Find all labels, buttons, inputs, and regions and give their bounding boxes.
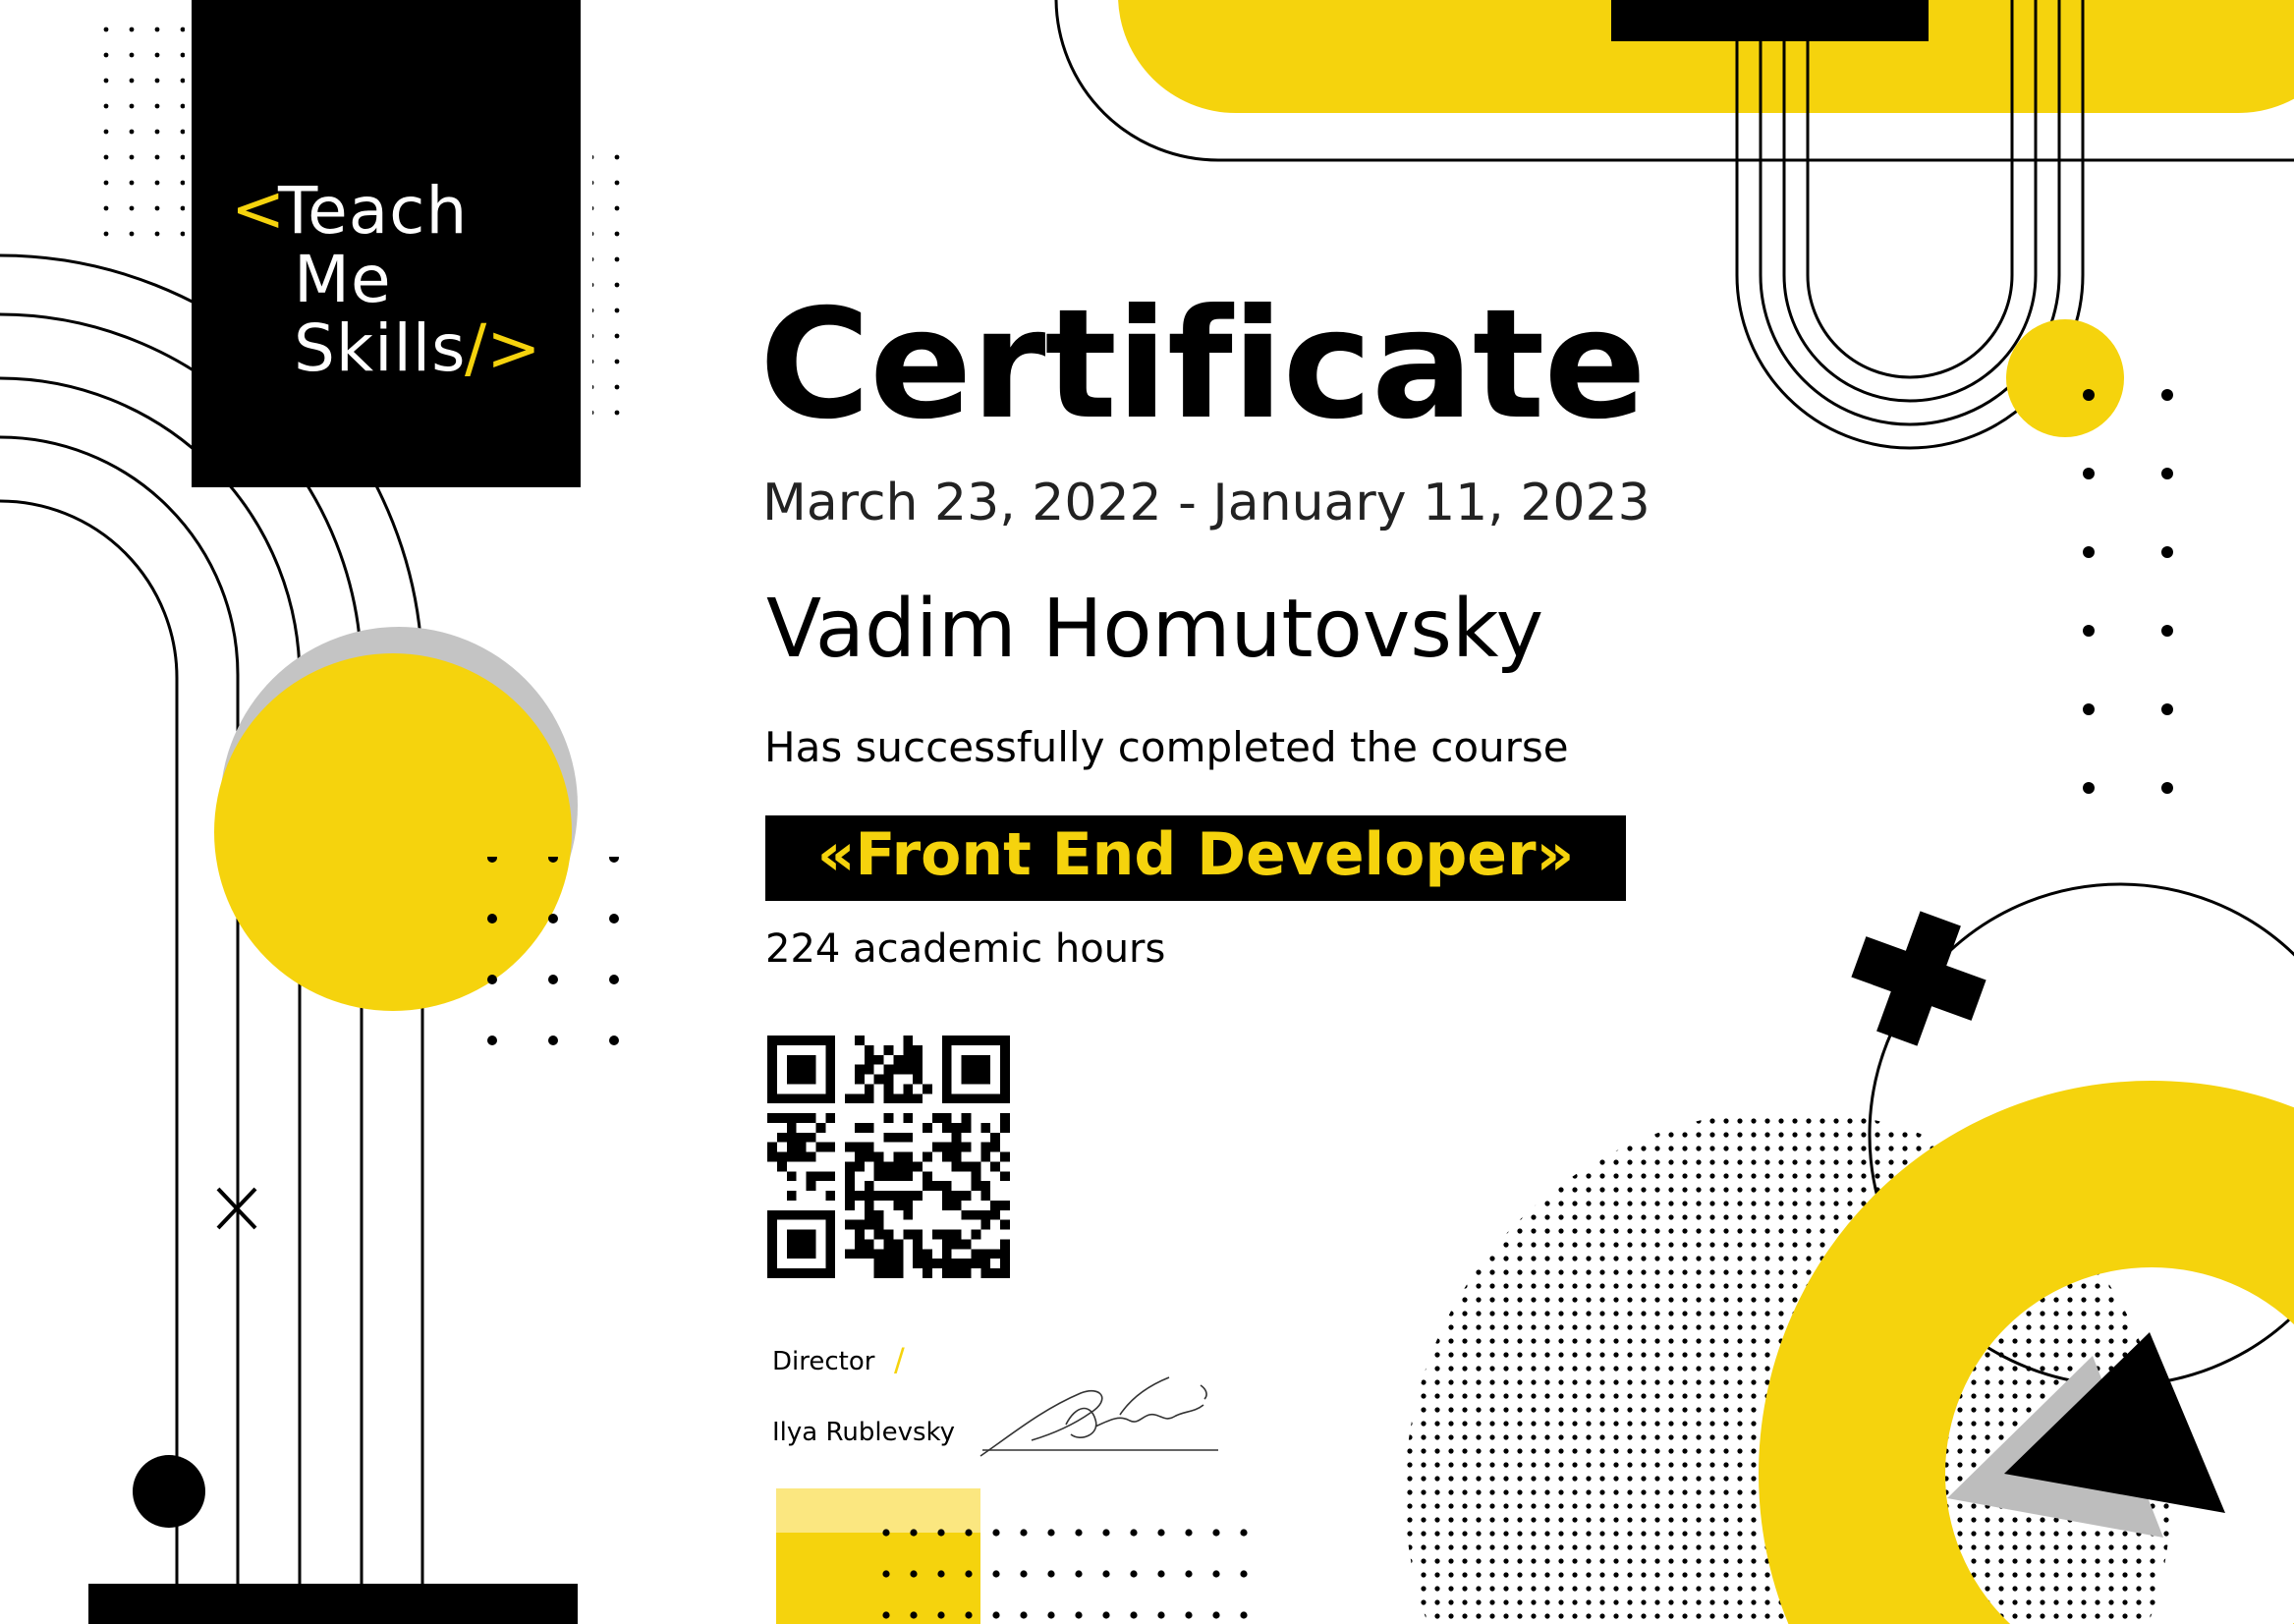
completion-text: Has successfully completed the course [764, 723, 1569, 771]
brand-logo [192, 0, 581, 487]
certificate-title: Certificate [759, 277, 1646, 453]
dot-grid-top-left [96, 8, 185, 244]
signatory-name: Ilya Rublevsky [772, 1418, 956, 1447]
recipient-name: Vadim Homutovsky [766, 583, 1544, 676]
logo-word-skills: Skills [294, 310, 467, 386]
black-bar-top [1611, 0, 1929, 41]
logo-word-me: Me [294, 242, 392, 317]
course-banner [765, 815, 1626, 901]
black-dot [133, 1455, 205, 1528]
signatory-role-mark: / [894, 1341, 905, 1378]
black-bar-bottom [88, 1584, 578, 1624]
yellow-circle-small [2006, 319, 2124, 437]
logo-word-teach: Teach [278, 173, 469, 249]
handwritten-signature [973, 1366, 1228, 1474]
dot-grid-left-circle [442, 857, 639, 1053]
logo-close-bracket: /> [465, 310, 541, 386]
logo-open-bracket: < [231, 171, 286, 247]
qr-code [767, 1036, 1010, 1278]
dot-grid-logo-right [592, 138, 632, 422]
course-dates: March 23, 2022 - January 11, 2023 [762, 474, 1651, 532]
course-name: «Front End Developer» [816, 820, 1575, 889]
dot-grid-bottom [879, 1503, 1262, 1624]
signatory-role: Director [772, 1347, 875, 1376]
dot-grid-right [2083, 389, 2173, 794]
academic-hours: 224 academic hours [765, 926, 1166, 972]
plus-icon [1837, 897, 2001, 1061]
